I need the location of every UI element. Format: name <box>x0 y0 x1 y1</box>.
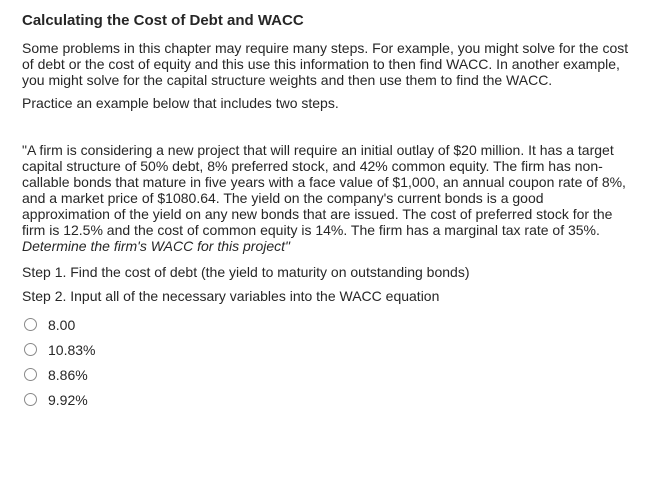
answer-option[interactable] <box>24 387 632 412</box>
answer-option[interactable] <box>24 312 632 337</box>
radio-button[interactable] <box>24 393 37 406</box>
option-label: 10.83% <box>48 341 96 358</box>
step-1: Step 1. Find the cost of debt (the yield to maturity on outstanding bonds) <box>22 264 470 280</box>
radio-button[interactable] <box>24 318 37 331</box>
option-label: 9.92% <box>48 391 88 408</box>
practice-paragraph: Practice an example below that includes two steps. <box>22 95 339 111</box>
question-content <box>22 12 632 412</box>
intro-paragraph: Some problems in this chapter may require many steps. For example, you might solve for the cost of debt or the cost of equity and this use this information to then find WACC. In another example, you might solve for the capital structure weights and then use them to find the WACC. <box>22 40 629 88</box>
answer-option[interactable] <box>24 362 632 387</box>
answer-option[interactable] <box>24 337 632 362</box>
problem-text: "A firm is considering a new project that will require an initial outlay of $20 million. It has a target capital structure of 50% debt, 8% preferred stock, and 42% common equity. The firm has non-callable bonds that mature in five years with a face value of $1,000, an annual coupon rate of 8%, and a market price of $1080.64. The yield on the company's current bonds is a good approximation of the yield on any new bonds that are issued. The cost of preferred stock for the firm is 12.5% and the cost of common equity is 14%. The firm has a marginal tax rate of 35%. <box>22 142 626 238</box>
radio-button[interactable] <box>24 343 37 356</box>
radio-button[interactable] <box>24 368 37 381</box>
problem-question: Determine the firm's WACC for this project" <box>22 238 291 254</box>
option-label: 8.00 <box>48 316 76 333</box>
problem-statement <box>22 142 632 254</box>
answer-options <box>22 312 632 412</box>
step-2: Step 2. Input all of the necessary variables into the WACC equation <box>22 288 440 304</box>
option-label: 8.86% <box>48 366 88 383</box>
question-title: Calculating the Cost of Debt and WACC <box>22 12 304 29</box>
